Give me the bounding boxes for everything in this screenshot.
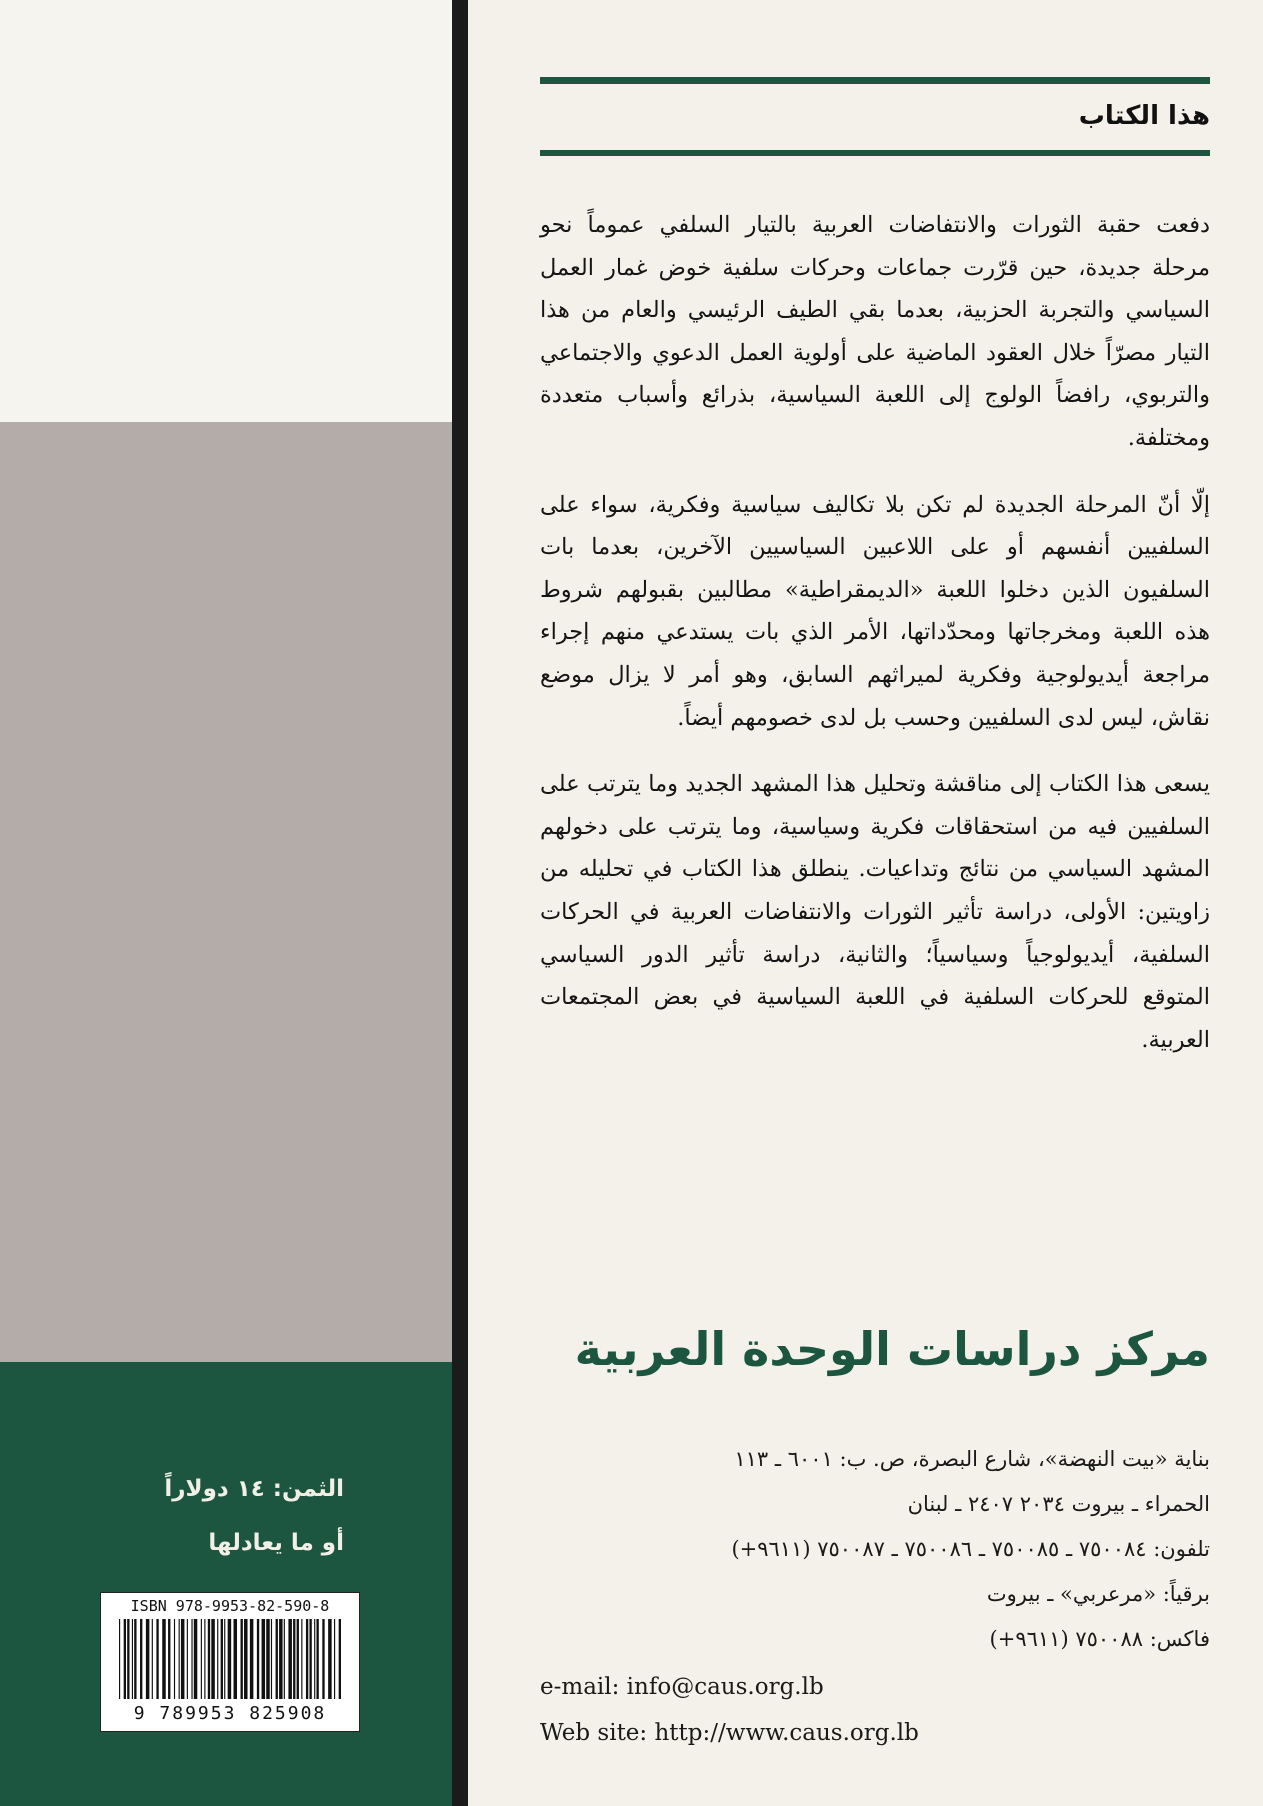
barcode-bar — [179, 1619, 180, 1699]
address-line-2: الحمراء ـ بيروت ٢٠٣٤ ٢٤٠٧ ـ لبنان — [907, 1492, 1210, 1516]
barcode-bar — [322, 1619, 324, 1699]
barcode-digits: 9 789953 825908 — [133, 1703, 327, 1724]
barcode-bar — [140, 1619, 142, 1699]
website-line: Web site: http://www.caus.org.lb — [540, 1720, 919, 1746]
left-panel-gray — [0, 422, 452, 1362]
barcode-bar — [217, 1619, 218, 1699]
barcode-bar — [297, 1619, 299, 1699]
barcode-bar — [168, 1619, 170, 1699]
barcode-bar — [174, 1619, 175, 1699]
barcode-bar — [221, 1619, 223, 1699]
barcode-bar — [301, 1619, 302, 1699]
telegram-line: برقياً: «مرعربي» ـ بيروت — [986, 1582, 1210, 1606]
barcode-bar — [204, 1619, 205, 1699]
barcode-bar — [306, 1619, 308, 1699]
barcode-bar — [224, 1619, 225, 1699]
barcode-bar — [181, 1619, 185, 1699]
header-rule-bottom — [540, 150, 1210, 156]
barcode-bar — [271, 1619, 272, 1699]
barcode-bar — [241, 1619, 243, 1699]
phone-line: تلفون: ٧٥٠٠٨٤ ـ ٧٥٠٠٨٥ ـ ٧٥٠٠٨٦ ـ ٧٥٠٠٨٧ (٩٦١١+) — [731, 1537, 1210, 1561]
price-line: الثمن: ١٤ دولاراً — [164, 1476, 344, 1502]
barcode-bar — [262, 1619, 266, 1699]
header-rule-top — [540, 77, 1210, 84]
barcode-bar — [314, 1619, 315, 1699]
paragraph-2: إلّا أنّ المرحلة الجديدة لم تكن بلا تكاليف سياسية وفكرية، سواء على السلفيين أنفسهم أو على اللاعبين السياسيين الآخرين، بعدما بات السلفيون الذين دخلوا اللعبة «الديمقراطية» مطالبين بقبولهم شروط هذه اللعبة ومخرجاتها ومحدّداتها، الأمر الذي بات يستدعي منهم إجراء مراجعة أيديولوجية وفكرية لميراثهم السابق، وهو أمر لا يزال موضع نقاش، ليس لدى السلفيين وحسب بل لدى خصومهم أيضاً. — [540, 491, 1210, 731]
barcode-bar — [284, 1619, 285, 1699]
barcode-bar — [191, 1619, 192, 1699]
barcode-bar — [211, 1619, 215, 1699]
barcode-bar — [328, 1619, 332, 1699]
barcode-bar — [339, 1619, 341, 1699]
publisher-contacts — [540, 1437, 1210, 1662]
publisher-web — [540, 1664, 1210, 1756]
barcode-bar — [309, 1619, 311, 1699]
barcode-bar — [234, 1619, 238, 1699]
barcode-bar — [201, 1619, 202, 1699]
barcode-bar — [208, 1619, 210, 1699]
barcode-bar — [162, 1619, 166, 1699]
barcode-bar — [293, 1619, 295, 1699]
vertical-divider — [452, 0, 468, 1806]
barcode-bar — [250, 1619, 254, 1699]
section-title: هذا الكتاب — [1078, 101, 1210, 131]
barcode-bar — [146, 1619, 150, 1699]
left-panel-white — [0, 0, 452, 422]
paragraph-3: يسعى هذا الكتاب إلى مناقشة وتحليل هذا المشهد الجديد وما يترتب على السلفيين فيه من استحقاقات فكرية وسياسية، وما يترتب على دخولهم المشهد السياسي من نتائج وتداعيات. ينطلق هذا الكتاب في تحليله من زاويتين: الأولى، دراسة تأثير الثورات والانتفاضات العربية في الحركات السلفية، أيديولوجياً وسياسياً؛ والثانية، دراسة تأثير الدور السياسي المتوقع للحركات السلفية في اللعبة السياسية في بعض المجتمعات العربية. — [540, 771, 1210, 1053]
barcode-bar — [187, 1619, 188, 1699]
publisher-name: مركز دراسات الوحدة العربية — [574, 1322, 1210, 1376]
barcode-bar — [276, 1619, 278, 1699]
barcode-bar — [279, 1619, 283, 1699]
isbn-label: ISBN 978-9953-82-590-8 — [130, 1597, 330, 1615]
barcode-bar — [334, 1619, 335, 1699]
address-line-1: بناية «بيت النهضة»، شارع البصرة، ص. ب: ٦٠٠١ ـ ١١٣ — [734, 1447, 1210, 1471]
price-equivalent-line: أو ما يعادلها — [208, 1530, 344, 1556]
fax-line: فاكس: ٧٥٠٠٨٨ (٩٦١١+) — [989, 1627, 1210, 1651]
barcode-bar — [119, 1619, 120, 1699]
barcode-bar — [127, 1619, 129, 1699]
book-description — [540, 204, 1210, 1085]
email-line: e-mail: info@caus.org.lb — [540, 1674, 824, 1700]
barcode-bar — [288, 1619, 292, 1699]
barcode-bar — [156, 1619, 158, 1699]
barcode-bar — [228, 1619, 232, 1699]
barcode-bar — [152, 1619, 153, 1699]
barcode-bar — [134, 1619, 136, 1699]
barcode-bar — [124, 1619, 126, 1699]
barcode-bar — [132, 1619, 133, 1699]
barcode-bars — [119, 1619, 341, 1699]
paragraph-1: دفعت حقبة الثورات والانتفاضات العربية بالتيار السلفي عموماً نحو مرحلة جديدة، حين قرّرت جماعات وحركات سلفية خوض غمار العمل السياسي والتجربة الحزبية، بعدما بقي الطيف الرئيسي والعام من هذا التيار مصرّاً خلال العقود الماضية على أولوية العمل الدعوي والاجتماعي والتربوي، رافضاً الولوج إلى اللعبة السياسية، بذرائع وأسباب متعددة ومختلفة. — [540, 212, 1210, 451]
barcode-bar — [316, 1619, 318, 1699]
barcode-bar — [244, 1619, 248, 1699]
barcode — [100, 1592, 360, 1732]
barcode-bar — [194, 1619, 198, 1699]
left-panel-green — [0, 1362, 452, 1806]
barcode-bar — [257, 1619, 259, 1699]
barcode-bar — [266, 1619, 270, 1699]
price-block — [118, 1462, 344, 1570]
